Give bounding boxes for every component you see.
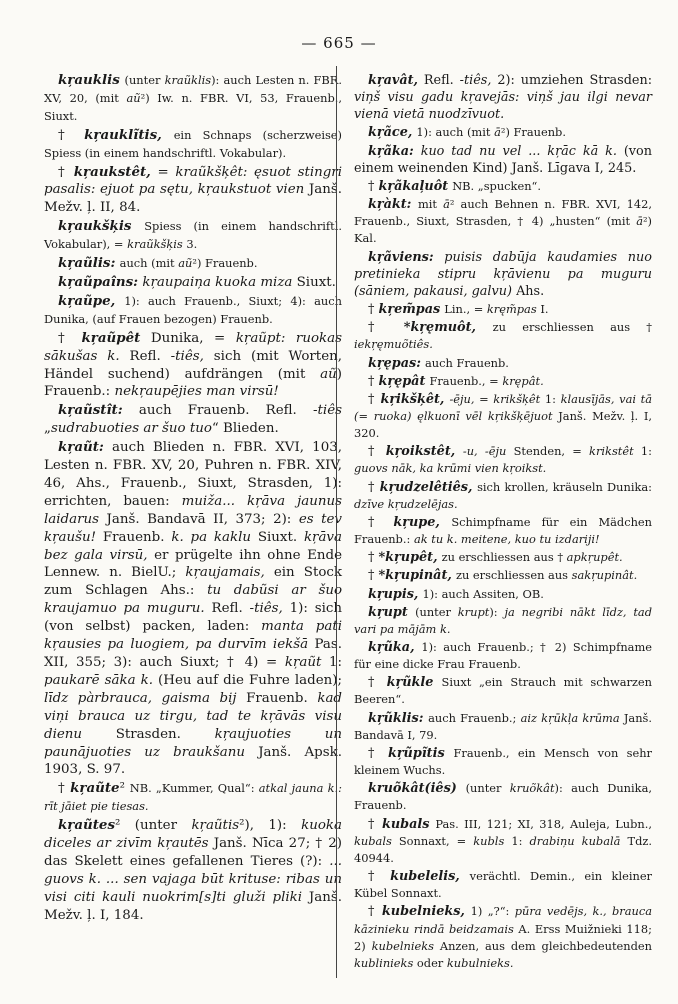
dictionary-entry: † kubelnieks, 1) „?“: pūra vedējs, k., brauca kāzinieku rindā beidzamais A. Erss Muižnieki 118; 2) kubelnieks Anzen, aus dem gleichbedeutenden kublinieks oder kubulnieks. [354,904,653,970]
dictionary-entry: † kŗudzelêtiês, sich krollen, kräuseln Dunika: dzīve kŗudzelējas. [354,479,652,511]
dictionary-entry: † kŗũpĩtis Frauenb., ein Mensch von sehr kleinem Wuchs. [354,745,653,778]
dictionary-entry: kŗauklis (unter kraũklis): auch Lesten n. FBR. XV, 20, (mit aũ²) Iw. n. FBR. VI, 53, Frauenb., Siuxt. [44,72,342,123]
dictionary-entry: † kŗępât Frauenb., = krępât. [368,373,544,389]
dictionary-entry: kŗaukšķis Spiess (in einem handschriftl. Vokabular), = kraũkšķis 3. [44,218,342,252]
dictionary-entry: kŗępas: auch Frauenb. [368,355,509,371]
page-number: — 665 — [301,34,377,52]
dictionary-entry: † *kŗupinât, zu erschliessen aus sakŗupinât. [368,568,638,584]
dictionary-entry: kŗavât, Refl. -tiês, 2): umziehen Strasden: viņš visu gadu kŗavejās: viņš jau ilgi nevar vienā vietā nuodzīvuot. [354,73,653,123]
dictionary-entry: † *kŗupêt, zu erschliessen aus † apkŗupêt. [368,550,623,566]
dictionary-entry: kŗãviens: puisis dabūja kaudamies nuo pretinieka stipru kŗāvienu pa muguru (sāniem, pakausi, galvu) Ahs. [354,249,652,299]
dictionary-entry: † kŗũkle Siuxt „ein Strauch mit schwarzen Beeren“. [354,675,653,707]
right-column [354,72,652,973]
dictionary-entry: † *kŗęmuôt, zu erschliessen aus † iekŗęmuõtiês. [354,320,652,352]
dictionary-entry: kŗaũtes² (unter kŗaũtis²), 1): kuoka diceles ar zivīm kŗautēs Janš. Nīca 27; † 2) das Skelett eines gefallenen Tieres (?): ... guovs k. ... sen vajaga būt krituse: ribas un visi citi kauli nuokrim[s]ti gluži pliki Janš. Mežv. ļ. I, 184. [44,817,342,923]
dictionary-entry: kŗaũstît: auch Frauenb. Refl. -tiês „sudrabuoties ar šuo tuo“ Blieden. [44,402,342,437]
dictionary-entry: kŗãka: kuo tad nu vel ... kŗāc kā k. (von einem weinenden Kind) Janš. Līgava I, 245. [354,143,652,176]
dictionary-entry: † kŗaũpêt Dunika, = kŗaũpt: ruokas sākušas k. Refl. -tiês, sich (mit Worten, Händel suchend) aufdrängen (mit aũ) Frauenb.: nekŗaupējies man virsū! [44,329,342,400]
dictionary-entry: † kŗaũte² NB. „Kummer, Qual“: atkal jauna k.: rīt jāiet pie tiesas. [44,780,342,814]
dictionary-entry: † kŗoikstêt, -u, -ēju Stenden, = krikstêt 1: guovs nāk, ka krūmi vien kŗoikst. [354,444,652,476]
dictionary-entry: † kŗãkaļuôt NB. „spucken“. [368,178,541,194]
dictionary-entry: kŗàkt: mit ā² auch Behnen n. FBR. XVI, 142, Frauenb., Siuxt, Strasden, † 4) „husten“ (mit ā²) Kal. [354,197,652,246]
dictionary-entry: † kŗikšķêt, -ēju, = krikšķêt 1: klausījās, vai tā (= ruoka) ęlkuonī vēl kŗikšķējuot Janš. Mežv. ļ. I, 320. [354,391,652,441]
left-column [44,72,342,926]
dictionary-entry: † kŗauklĩtis, ein Schnaps (scherzweise) Spiess (in einem handschriftl. Vokabular). [44,126,342,160]
dictionary-entry: † kŗem̃pas Lin., = kręm̃pas I. [368,302,549,318]
dictionary-entry: kŗupt (unter krupt): ja negribi nākt līdz, tad vari pa mājām k. [354,604,652,636]
dictionary-entry: † kubelelis, verächtl. Demin., ein kleiner Kübel Sonnaxt. [354,869,652,901]
column-divider [336,66,337,978]
dictionary-entry: kŗupis, 1): auch Assiten, OB. [368,586,544,602]
dictionary-entry: kŗaũpaîns: kŗaupaiņa kuoka miza Siuxt. [58,273,336,290]
dictionary-entry: kŗãce, 1): auch (mit ā²) Frauenb. [368,125,566,141]
dictionary-entry: kruõkât(iês) (unter kruõkât): auch Dunika, Frauenb. [354,781,652,813]
dictionary-entry: kŗũklis: auch Frauenb.; aiz kŗūkļa krūma Janš. Bandavā I, 79. [354,710,652,742]
dictionary-entry: kŗaũpe, 1): auch Frauenb., Siuxt; 4): auch Dunika, (auf Frauen bezogen) Frauenb. [44,292,342,326]
dictionary-entry: † kŗupe, Schimpfname für ein Mädchen Frauenb.: ak tu k. meitene, kuo tu izdariji! [354,514,652,547]
dictionary-entry: kŗaũt: auch Blieden n. FBR. XVI, 103, Lesten n. FBR. XV, 20, Puhren n. FBR. XIV, 46, Ahs., Frauenb., Siuxt, Strasden, 1): errichten, bauen: muiža... kŗāva jaunus laidarus Janš. Bandavā II, 373; 2): es tev kŗaušu! Frauenb. k. pa kaklu Siuxt. kŗāva bez gala virsū, er prügelte ihn ohne Ende Lennew. n. BielU.; kŗaujamais, ein Stock zum Schlagen Ahs.: tu dabũsi ar šuo kraujamuo pa muguru. Refl. -tiês, 1): sich (von selbst) packen, laden: manta pati kŗausies pa luogiem, pa durvīm iekšā Pas. XII, 355; 3): auch Siuxt; † 4) = kŗaũt 1: paukarē sāka k. (Heu auf die Fuhre laden); līdz pàrbrauca, gaisma bij Frauenb. kad viņi brauca uz tirgu, tad te kŗāvās visu dienu Strasden. kŗaujuoties un paunājuoties uz braukšanu Janš. Apsk. 1903, S. 97. [44,439,343,778]
dictionary-entry: † kubals Pas. III, 121; XI, 318, Auleja, Lubn., kubals Sonnaxt, = kubls 1: drabiņu kubalā Tdz. 40944. [354,816,653,865]
dictionary-entry: kŗũka, 1): auch Frauenb.; † 2) Schimpfname für eine dicke Frau Frauenb. [354,640,652,672]
dictionary-entry: kŗaũlis: auch (mit aũ²) Frauenb. [58,255,258,272]
dictionary-entry: † kŗaukstêt, = kraũkšķêt: ęsuot stingri pasalis: ejuot pa sętu, kŗaukstuot vien Janš. Mežv. ļ. II, 84. [44,163,342,216]
